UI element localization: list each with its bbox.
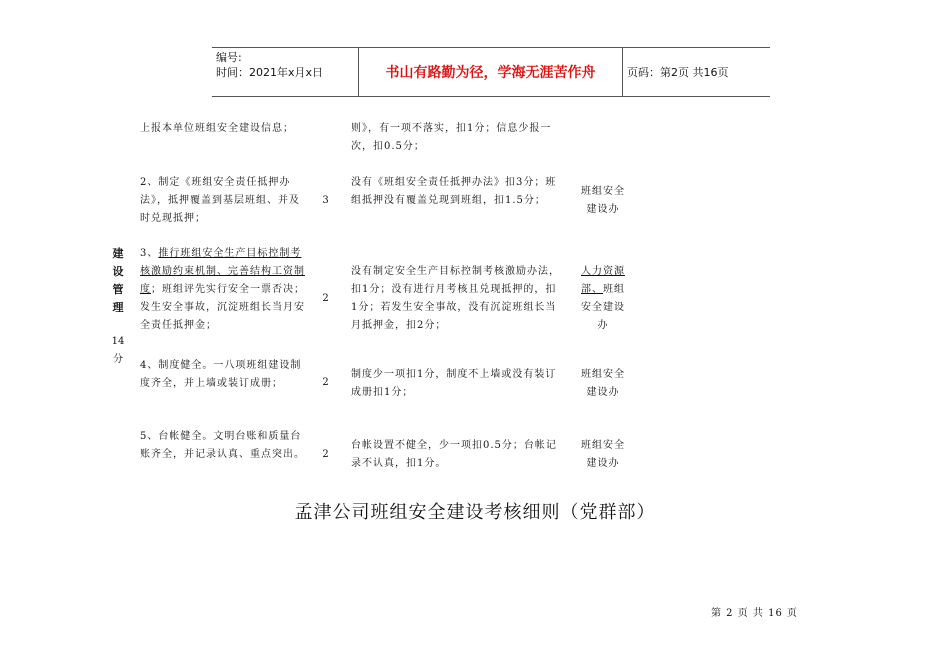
- row-dept: 班组安全建设办: [581, 186, 625, 215]
- row-criteria: 则》，有一项不落实，扣1分；信息少报一次，扣0.5分；: [351, 123, 552, 152]
- row-criteria: 没有《班组安全责任抵押办法》扣3分；班组抵押没有覆盖兑现到班组，扣1.5分；: [351, 177, 557, 206]
- category-char: 建: [112, 247, 124, 260]
- category-score: 14 分: [111, 336, 125, 365]
- header-motto: 书山有路勤为径，学海无涯苦作舟: [359, 48, 623, 96]
- time-label: 时间：2021年x月x日: [216, 66, 324, 79]
- row-criteria: 制度少一项扣1分，制度不上墙或没有装订成册扣1分；: [351, 369, 557, 398]
- category-char: 管: [112, 283, 124, 296]
- row-score: 2: [322, 377, 330, 388]
- row-item: 4、制度健全。一八项班组建设制度齐全，并上墙或装订成册；: [140, 360, 302, 389]
- category-char: 设: [112, 265, 124, 278]
- number-label: 编号:: [216, 51, 242, 64]
- header-page-info: 页码：第2页 共16页: [627, 66, 729, 79]
- category-char: 理: [112, 301, 124, 314]
- row-score: 2: [322, 449, 330, 460]
- row-item: 3、推行班组安全生产目标控制考核激励约束机制、完善结构工资制度；班组评先实行安全一票否决；发生安全事故，沉淀班组长当月安全责任抵押金；: [140, 248, 305, 331]
- row-dept: 班组安全建设办: [581, 440, 625, 469]
- row-criteria: 台帐设置不健全，少一项扣0.5分；台帐记录不认真，扣1分。: [351, 440, 557, 469]
- page-footer: 第 2 页 共 16 页: [711, 608, 798, 619]
- page-header: [212, 47, 770, 97]
- row-dept: 人力资源部、班组安全建设办: [581, 266, 625, 331]
- section-title: 孟津公司班组安全建设考核细则（党群部）: [294, 502, 656, 523]
- row-score: 3: [322, 195, 330, 206]
- row-criteria: 没有制定安全生产目标控制考核激励办法，扣1分；没有进行月考核且兑现抵押的，扣1分；若发生安全事故，没有沉淀班组长当月抵押金，扣2分；: [351, 266, 560, 331]
- row-item: 5、台帐健全。文明台账和质量台账齐全，并记录认真、重点突出。: [140, 431, 305, 460]
- row-item: 2、制定《班组安全责任抵押办法》，抵押覆盖到基层班组、并及时兑现抵押；: [140, 177, 300, 224]
- row-dept: 班组安全建设办: [581, 369, 625, 398]
- row-item: 上报本单位班组安全建设信息；: [140, 123, 294, 134]
- row-score: 2: [322, 293, 330, 304]
- header-meta: [212, 48, 359, 96]
